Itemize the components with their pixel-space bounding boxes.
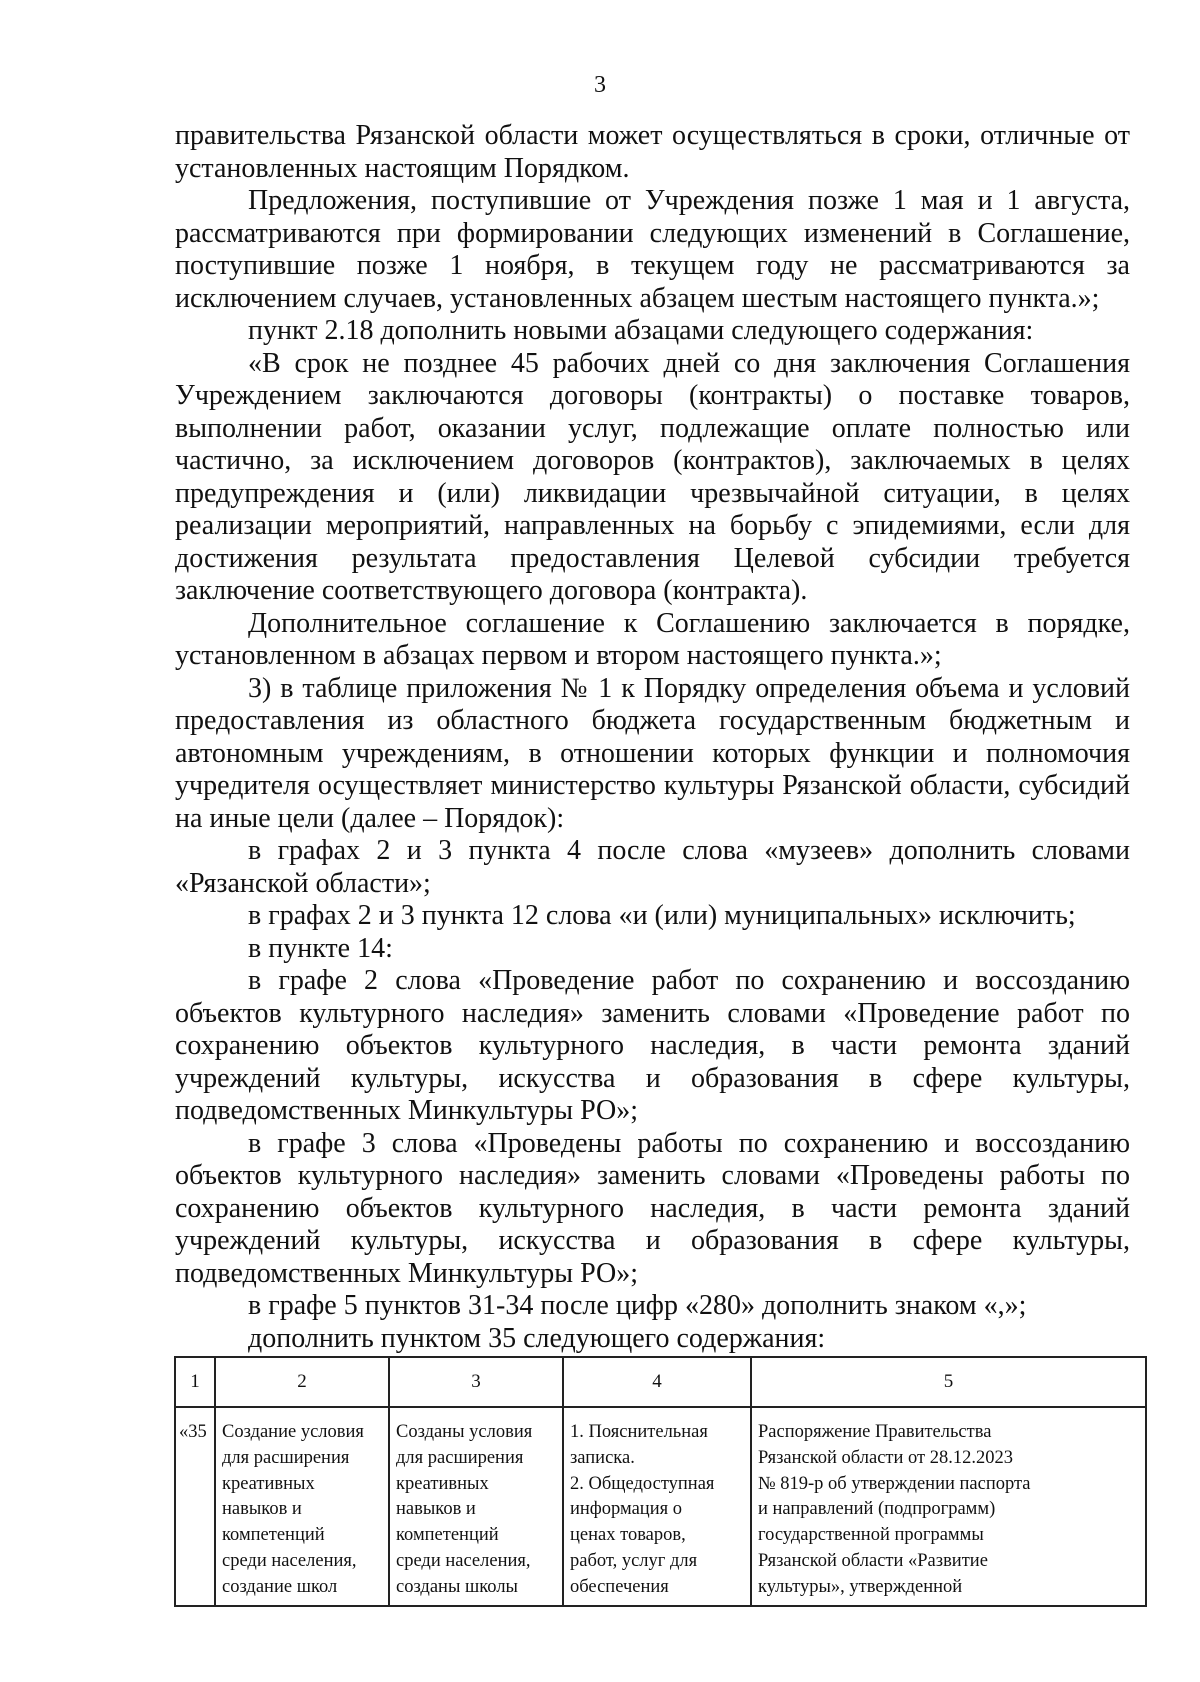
- cell-line: и направлений (подпрограмм): [758, 1499, 996, 1520]
- cell-line: Рязанской области от 28.12.2023: [758, 1447, 1013, 1468]
- paragraph: в графе 3 слова «Проведены работы по сохранению и воссозданию объектов культурного наследия» заменить словами «Проведены работы по сохранению объектов культурного наследия, в части ремонта зданий учреждений культуры, искусства и образования в сфере культуры, подведомственных Минкультуры РО»;: [175, 1127, 1130, 1289]
- table-header-row: [175, 1357, 1146, 1407]
- paragraph: в графе 2 слова «Проведение работ по сохранению и воссозданию объектов культурного наследия» заменить словами «Проведение работ по сохранению объектов культурного наследия, в части ремонта зданий учреждений культуры, искусства и образования в сфере культуры, подведомственных Минкультуры РО»;: [175, 965, 1130, 1126]
- table-header-cell: 1: [175, 1357, 215, 1407]
- table-row: [175, 1407, 1146, 1606]
- document-body: [175, 120, 1130, 1355]
- cell-line: среди населения,: [222, 1550, 357, 1571]
- cell-line: «35: [179, 1422, 207, 1442]
- table-header-cell: 5: [751, 1357, 1146, 1407]
- page-number: 3: [594, 72, 606, 98]
- cell-line: креативных: [396, 1473, 489, 1494]
- cell-line: информация о: [570, 1499, 682, 1520]
- paragraph: Дополнительное соглашение к Соглашению заключается в порядке, установленном в абзацах первом и втором настоящего пункта.»;: [175, 607, 1130, 671]
- cell-line: записка.: [570, 1447, 635, 1468]
- cell-line: созданы школы: [396, 1576, 518, 1597]
- table-cell-legal-act: [751, 1407, 1146, 1606]
- cell-line: обеспечения: [570, 1576, 669, 1597]
- cell-line: 2. Общедоступная: [570, 1473, 715, 1494]
- table-cell-activity: [215, 1407, 389, 1606]
- cell-line: № 819-р об утверждении паспорта: [758, 1473, 1031, 1494]
- cell-line: Распоряжение Правительства: [758, 1422, 992, 1442]
- cell-line: навыков и: [222, 1499, 302, 1520]
- paragraph: «В срок не позднее 45 рабочих дней со дня заключения Соглашения Учреждением заключаются договоры (контракты) о поставке товаров, выполнении работ, оказании услуг, подлежащие оплате полностью или частично, за исключением договоров (контрактов), заключаемых в целях предупреждения и (или) ликвидации чрезвычайной ситуации, в целях реализации мероприятий, направленных на борьбу с эпидемиями, если для достижения результата предоставления Целевой субсидии требуется заключение соответствующего договора (контракта).: [175, 347, 1130, 606]
- table-cell-result: [389, 1407, 563, 1606]
- cell-line: ценах товаров,: [570, 1525, 686, 1546]
- paragraph: 3) в таблице приложения № 1 к Порядку определения объема и условий предоставления из областного бюджета государственным бюджетным и автономным учреждениям, в отношении которых функции и полномочия учредителя осуществляет министерство культуры Рязанской области, субсидий на иные цели (далее – Порядок):: [175, 672, 1130, 834]
- paragraph: в графе 5 пунктов 31-34 после цифр «280» дополнить знаком «,»;: [248, 1290, 1027, 1321]
- cell-line: создание школ: [222, 1576, 338, 1597]
- table-header-cell: 3: [389, 1357, 563, 1407]
- cell-line: Рязанской области «Развитие: [758, 1550, 988, 1571]
- cell-line: среди населения,: [396, 1550, 531, 1571]
- table-cell-documents: [563, 1407, 751, 1606]
- paragraph: пункт 2.18 дополнить новыми абзацами следующего содержания:: [248, 315, 1034, 346]
- cell-line: культуры», утвержденной: [758, 1576, 963, 1597]
- cell-line: 1. Пояснительная: [570, 1422, 708, 1442]
- paragraph: в пункте 14:: [248, 932, 393, 964]
- cell-line: креативных: [222, 1473, 315, 1494]
- table-cell-number: [175, 1407, 215, 1606]
- cell-line: государственной программы: [758, 1525, 984, 1546]
- cell-line: навыков и: [396, 1499, 476, 1520]
- paragraph: Предложения, поступившие от Учреждения позже 1 мая и 1 августа, рассматриваются при формировании следующих изменений в Соглашение, поступившие позже 1 ноября, в текущем году не рассматриваются за исключением случаев, установленных абзацем шестым настоящего пункта.»;: [175, 185, 1130, 314]
- amendment-table: [174, 1356, 1147, 1607]
- cell-line: работ, услуг для: [570, 1550, 698, 1571]
- table-header-cell: 2: [215, 1357, 389, 1407]
- cell-line: Созданы условия: [396, 1422, 533, 1442]
- cell-line: Создание условия: [222, 1422, 364, 1442]
- paragraph: в графах 2 и 3 пункта 4 после слова «музеев» дополнить словами «Рязанской области»;: [175, 835, 1130, 899]
- paragraph: правительства Рязанской области может осуществляться в сроки, отличные от установленных настоящим Порядком.: [175, 120, 1130, 184]
- paragraph: в графах 2 и 3 пункта 12 слова «и (или) муниципальных» исключить;: [248, 900, 1076, 931]
- paragraph: дополнить пунктом 35 следующего содержания:: [248, 1322, 826, 1354]
- cell-line: компетенций: [396, 1525, 499, 1546]
- table-header-cell: 4: [563, 1357, 751, 1407]
- cell-line: для расширения: [396, 1447, 524, 1468]
- cell-line: компетенций: [222, 1525, 325, 1546]
- cell-line: для расширения: [222, 1447, 350, 1468]
